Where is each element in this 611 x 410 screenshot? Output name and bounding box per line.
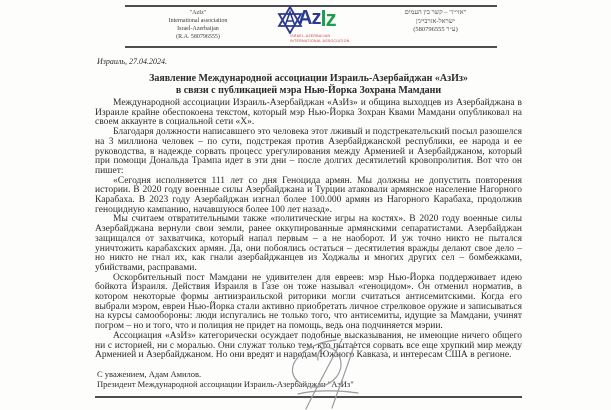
letterhead-left-block	[138, 9, 258, 41]
letter-paragraph: Оскорбительный пост Мамдани не удивителен для евреев: мэр Нью-Йорка поддерживает идею бойкота Израиля. Действия Израиля в Газе он тоже называл «геноцидом». Он отменил норматив, в котором некоторые формы антиизраильской риторики могли считаться антисемитскими. Когда его выбрали мэром, евреи Нью-Йорка стали активно приобретать личное стрелковое оружие и записываться на курсы самообороны: люди испугались не только того, что антисемиты, идущие за Мамдани, учинят погром – но и того, что и полиция не придет на помощь, ведь она подчиняется мэрии.	[95, 272, 522, 332]
logo-caption-line2: INTERNATIONAL ASSOCIATION	[290, 38, 350, 43]
letter-title-line1: Заявление Международной ассоциации Израиль-Азербайджан «АзИз»	[149, 73, 468, 84]
letterhead-right-block	[383, 9, 488, 35]
handwritten-signature	[258, 338, 388, 410]
org-name-he-line1: "אזי״ז" – קשר בין העמים	[404, 9, 467, 16]
closing-salutation: С уважением, Адам Амилов.	[97, 369, 202, 379]
org-name-en-line2: Israel-Azerbaijan	[177, 26, 219, 32]
letter-title	[95, 73, 522, 96]
letter-paragraph: «Сегодня исполняется 111 лет со дня Геноцида армян. Мы должны не допустить повторения истории. В 2020 году военные силы Азербайджана и Турции атаковали армянское население Нагорного Карабаха. В 2023 году Азербайджан изгнал более 100.000 армян из Нагорного Карабаха, продолжив геноцидную кампанию, начавшуюся более 100 лет назад».	[95, 175, 522, 215]
logo-caption	[290, 34, 350, 43]
letter-paragraph: Ассоциация «АзИз» категорически осуждает подобные высказывания, не имеющие ничего общего ни с историей, ни с моралью. Они служат только тем, кто пытается сорвать все еще хрупкий мир между Арменией и Азербайджаном. Но они вредят и народам Южного Кавказа, и интересам США в регионе.	[95, 330, 522, 361]
org-short-name-en: "AzIz"	[189, 10, 207, 16]
letter-title-line2: в связи с публикацией мэра Нью-Йорка Зохрана Мамдани	[175, 84, 442, 96]
logo-text-blue: Az	[298, 7, 321, 29]
letter-paragraph: Международной ассоциации Израиль-Азербайджан «АзИз» и община выходцев из Азербайджана в Израиле крайне обеспокоена текстом, который мэр Нью-Йорка Зохран Квами Мамдани опубликовал на своем аккаунте в социальной сети «Х».	[95, 98, 522, 128]
letter-body	[95, 99, 522, 361]
logo-text-green-bar: l	[320, 6, 326, 31]
closing-signatory-title: Президент Международной ассоциации Израиль-Азербайджан "АзИз"	[97, 378, 354, 389]
org-reg-number-he: (ע״ר 580796555)	[413, 26, 458, 33]
logo-caption-line1: ISRAEL-AZERBAIJAN	[290, 34, 331, 38]
org-reg-number-en: (R.A. 580796555)	[176, 34, 220, 40]
letterhead-bottom-rule	[125, 46, 497, 48]
letter-paragraph: Благодаря должности написавшего это человека этот лживый и подстрекательский посыл разошелся на 3 миллиона человек – по сути, подстрекая против Азербайджанской республики, ее народа и ее руководства, в надежде сорвать процесс урегулирования между Арменией и Азербайджаном, который при помощи Дональда Трампа идет в эти дни – после долгих десятилетий кровопролития. Вот что он пишет:	[95, 127, 522, 176]
org-name-en-line1: International association	[168, 18, 228, 24]
org-name-he-line2: ישראל-אזרבייג'ן	[415, 17, 456, 25]
logo-text-green: z	[325, 6, 336, 31]
letter-paragraph: Мы считаем отвратительными также «политические игры на костях». В 2020 году военные силы Азербайджана вернули свои земли, ранее оккупированные армянскими сепаратистами. Азербайджан защищался от захватчика, который напал первым – а не наоборот. И уж точно никто не пытался уничтожить карабахских армян. Да, они побоялись остаться – десятилетия вражды делают свое дело – но никто не гнал их, как гнали азербайджанцев из Ходжалы и многих других сел – бомбежками, убийствами, расправами.	[95, 214, 522, 273]
aziz-logo	[276, 6, 350, 46]
dateline: Израиль, 27.04.2024.	[97, 57, 168, 66]
